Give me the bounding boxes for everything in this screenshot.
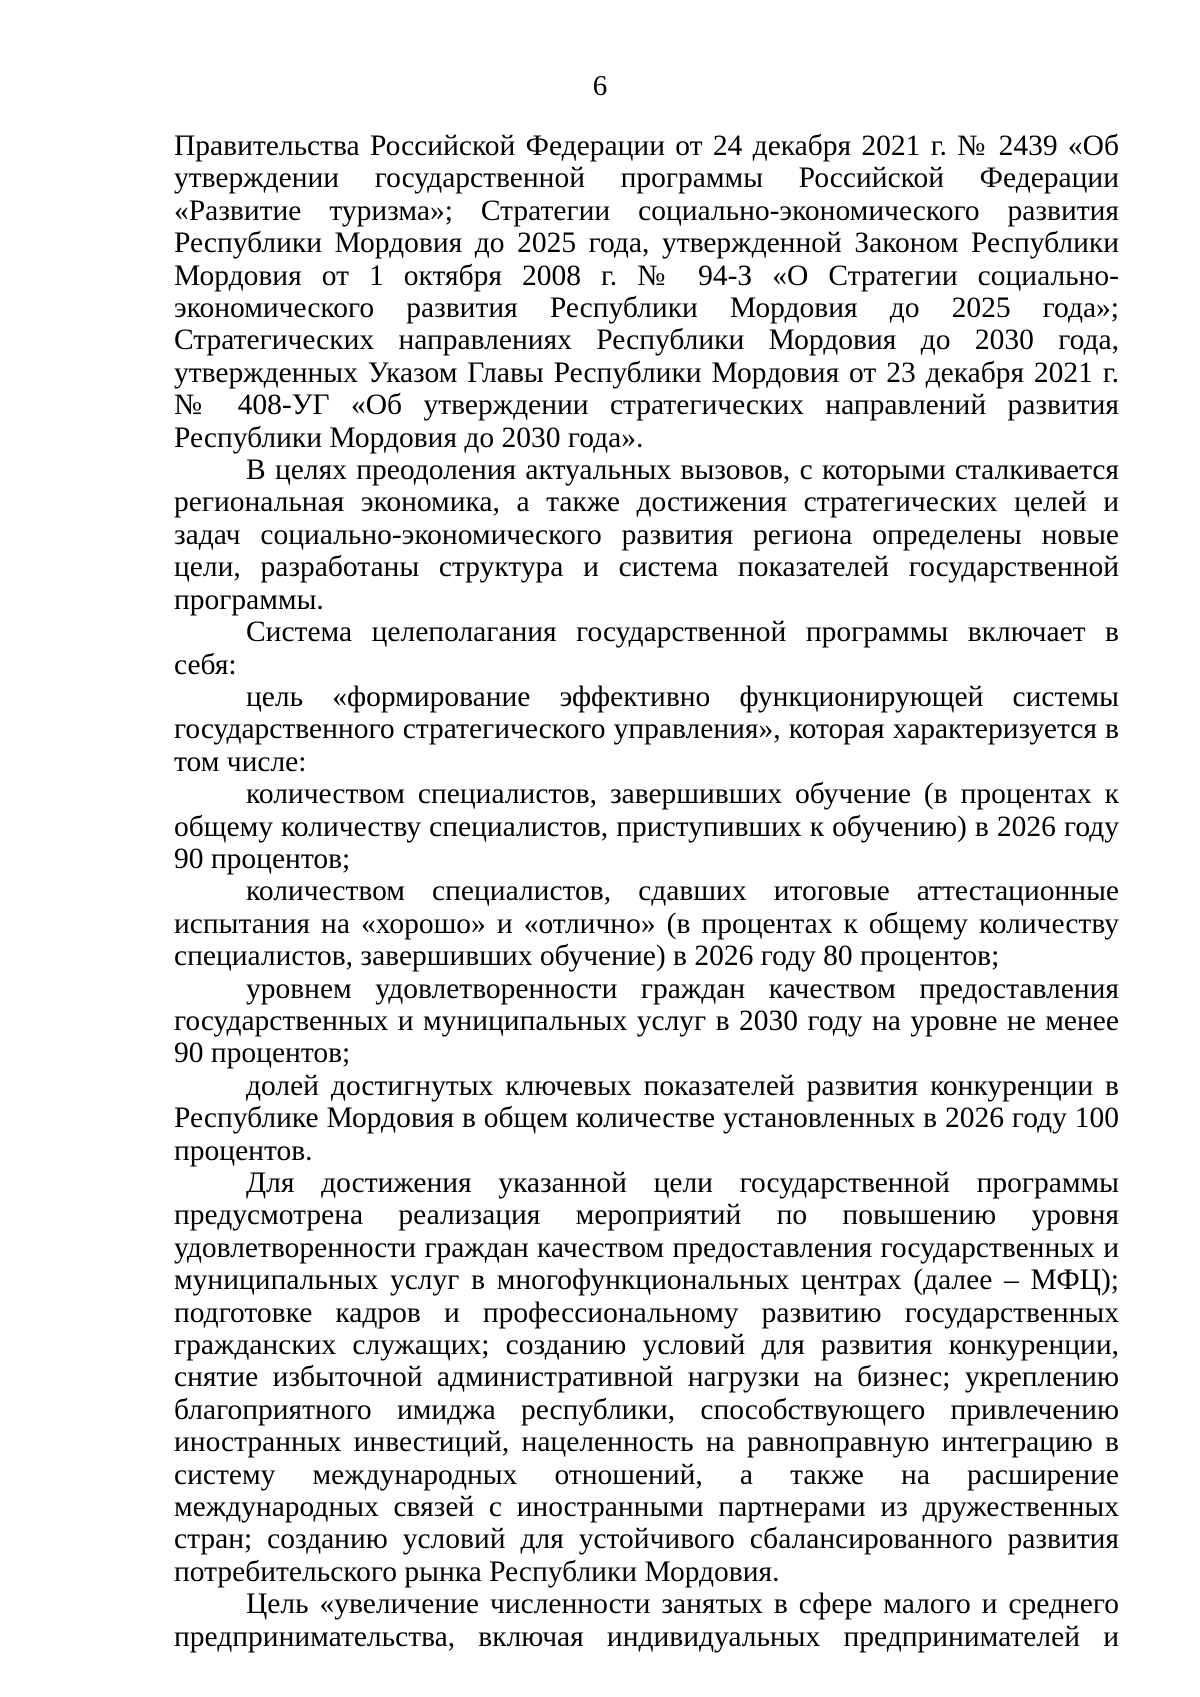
paragraph: уровнем удовлетворенности граждан качеством предоставления государственных и муниципальных услуг в 2030 году на уровне не менее 90 процентов; xyxy=(174,972,1119,1070)
document-body xyxy=(174,130,1119,1653)
paragraph: долей достигнутых ключевых показателей развития конкуренции в Республике Мордовия в общем количестве установленных в 2026 году 100 процентов. xyxy=(174,1069,1119,1167)
paragraph: количеством специалистов, сдавших итоговые аттестационные испытания на «хорошо» и «отлично» (в процентах к общему количеству специалистов, завершивших обучение) в 2026 году 80 процентов; xyxy=(174,875,1119,973)
paragraph-continuation: Правительства Российской Федерации от 24 декабря 2021 г. № 2439 «Об утверждении государственной программы Российской Федерации «Развитие туризма»; Стратегии социально-экономического развития Республики Мордовия до 2025 года, утвержденной Законом Республики Мордовия от 1 октября 2008 г. № 94-З «О Стратегии социально-экономического развития Республики Мордовия до 2025 года»; Стратегических направлениях Республики Мордовия до 2030 года, утвержденных Указом Главы Республики Мордовия от 23 декабря 2021 г. № 408-УГ «Об утверждении стратегических направлений развития Республики Мордовия до 2030 года». xyxy=(174,130,1119,454)
paragraph: Система целеполагания государственной программы включает в себя: xyxy=(174,616,1119,681)
paragraph-continues-next-page: Цель «увеличение численности занятых в сфере малого и среднего предпринимательства, включая индивидуальных предпринимателей и xyxy=(174,1588,1119,1653)
paragraph: Для достижения указанной цели государственной программы предусмотрена реализация мероприятий по повышению уровня удовлетворенности граждан качеством предоставления государственных и муниципальных услуг в многофункциональных центрах (далее – МФЦ); подготовке кадров и профессиональному развитию государственных гражданских служащих; созданию условий для развития конкуренции, снятие избыточной административной нагрузки на бизнес; укреплению благоприятного имиджа республики, способствующего привлечению иностранных инвестиций, нацеленность на равноправную интеграцию в систему международных отношений, а также на расширение международных связей с иностранными партнерами из дружественных стран; созданию условий для устойчивого сбалансированного развития потребительского рынка Республики Мордовия. xyxy=(174,1167,1119,1588)
paragraph: количеством специалистов, завершивших обучение (в процентах к общему количеству специалистов, приступивших к обучению) в 2026 году 90 процентов; xyxy=(174,778,1119,875)
paragraph: В целях преодоления актуальных вызовов, с которыми сталкивается региональная экономика, а также достижения стратегических целей и задач социально-экономического развития региона определены новые цели, разработаны структура и система показателей государственной программы. xyxy=(174,454,1119,616)
paragraph: цель «формирование эффективно функционирующей системы государственного стратегического управления», которая характеризуется в том числе: xyxy=(174,680,1119,778)
page-number: 6 xyxy=(592,70,608,102)
